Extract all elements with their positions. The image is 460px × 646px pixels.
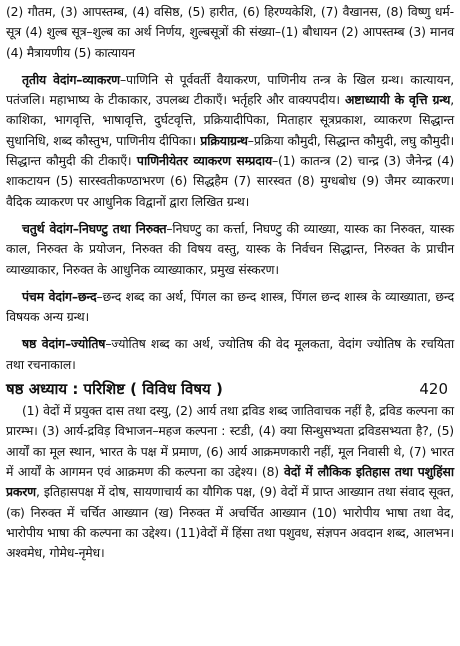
chapter-heading-row — [6, 379, 454, 399]
chhanda-paragraph — [6, 287, 454, 328]
jyotisha-text: –ज्योतिष शब्द का अर्थ, ज्योतिष की वेद मूलकता, वेदांग ज्योतिष के रचयिता तथा रचनाकाल। — [6, 336, 455, 372]
vyakarana-text-1: –पाणिनि से पूर्ववर्ती वैयाकरण, पाणिनीय तन्त्र के खिल ग्रन्थ। कात्यायन, पतंजलि। महाभाष्य के टीकाकार, उपलब्ध टीकाएँ। भर्तृहरि और वाक्यपदीय। — [6, 71, 455, 108]
jyotisha-title: षष्ठ वेदांग–ज्योतिष — [22, 336, 106, 352]
dharmasutra-list — [6, 2, 454, 63]
document-page — [6, 2, 454, 563]
chapter-text-1: (1) वेदों में प्रयुक्त दास तथा दस्यु, (2) आर्य तथा द्रविड शब्द जातिवाचक नहीं है, द्रविड कल्पना का प्रारम्भ। (3) आर्य-द्रविड़ विभाजन–महज कल्पना : स्टडी, (4) क्या सिन्धुसभ्यता द्रविडसभ्यता है?, (5) आर्यों का मूल स्थान, भारत के पक्ष में प्रमाण, (6) आर्य आक्रमणकारी नहीं, मूल निवासी थे, (7) भारत में आर्यों के आगमन एवं आक्रमण की कल्पना का उद्देश्य। (8) — [6, 403, 454, 479]
page-number: 420 — [419, 380, 448, 399]
jyotisha-paragraph — [6, 334, 454, 375]
dharmasutra-text: (2) गौतम, (3) आपस्तम्ब, (4) वसिष्ठ, (5) हारीत, (6) हिरण्यकेशि, (7) वैखानस, (8) विष्णु धर्म-सूत्र (4) शुल्ब सूत्र–शुल्ब का अर्थ निर्णय, शुल्बसूत्रों की संख्या–(1) बौधायन (2) आपस्तम्ब (3) मानव (4) मैत्रायणीय (5) कात्यायन — [6, 4, 454, 60]
nirukta-paragraph — [6, 219, 454, 280]
vyakarana-bold-2: अष्टाध्यायी के वृत्ति ग्रन्थ — [339, 92, 451, 108]
nirukta-title: चतुर्थ वेदांग–निघण्टु तथा निरुक्त — [22, 220, 167, 236]
vyakarana-bold-3: प्रक्रियाग्रन्थ — [196, 132, 248, 148]
chapter-heading: षष्ठ अध्याय : परिशिष्ट ( विविध विषय ) — [6, 380, 223, 399]
vyakarana-text-2: , काशिका, भागवृत्ति, भाषावृत्ति, दुर्घटवृत्ति, प्रक्रियादीपिका, मिताहार सूत्रप्रकाश, व्याकरण सिद्धान्त सुधानिधि, शब्द कौस्तुभ, पाणिनीय दीपिका। — [6, 92, 455, 148]
chhanda-text: –छन्द शब्द का अर्थ, पिंगल का छन्द शास्त्र, पिंगल छन्द शास्त्र के व्याख्याता, छन्द विषयक अन्य ग्रन्थ। — [6, 288, 455, 325]
vyakarana-bold-4: पाणिनीयेतर व्याकरण सम्प्रदाय — [131, 153, 272, 169]
vyakarana-text-3: –प्रक्रिया कौमुदी, सिद्धान्त कौमुदी, लघु कौमुदी। सिद्धान्त कौमुदी की टीकाएँ। — [6, 132, 454, 169]
chhanda-title: पंचम वेदांग–छन्द — [22, 288, 97, 304]
nirukta-text: –निघण्टु का कर्त्ता, निघण्टु की व्याख्या, यास्क का निरुक्त, यास्क काल, निरुक्त के प्रयोजन, निरुक्त की विषय वस्तु, यास्क के निर्वचन सिद्धान्त, निरुक्त के प्राचीन व्याख्याकार, निरुक्त के आधुनिक व्याख्याकार, प्रमुख संस्करण। — [6, 220, 454, 277]
chapter-paragraph — [6, 401, 454, 563]
vyakarana-paragraph — [6, 70, 454, 212]
chapter-bold: वेदों में लौकिक इतिहास तथा पशुहिंसा प्रकरण — [6, 463, 454, 500]
vyakarana-text-4: –(1) कातन्त्र (2) चान्द्र (3) जैनेन्द्र (4) शाकटायन (5) सारस्वतीकण्ठाभरण (6) सिद्धहैम (7) सारस्वत (8) मुग्धबोध (9) जैमर व्याकरण। वैदिक व्याकरण पर आधुनिक विद्वानों द्वारा लिखित ग्रन्थ। — [6, 153, 455, 209]
chapter-text-2: , इतिहासपक्ष में दोष, सायणाचार्य का यौगिक पक्ष, (9) वेदों में प्राप्त आख्यान तथा संवाद सूक्त, (क) निरुक्त में चर्चित आख्यान (ख) निरुक्त में अचर्चित आख्यान (10) भारोपीय भाषा तथा वेद, भारोपीय भाषा की कल्पना का उद्देश्य। (11)वेदों में हिंसा तथा पशुवध, संज्ञपन अवदान शब्द, आलभन। अश्वमेध, गोमेध-नृमेध। — [6, 484, 454, 561]
vyakarana-title: तृतीय वेदांग–व्याकरण — [22, 71, 120, 87]
